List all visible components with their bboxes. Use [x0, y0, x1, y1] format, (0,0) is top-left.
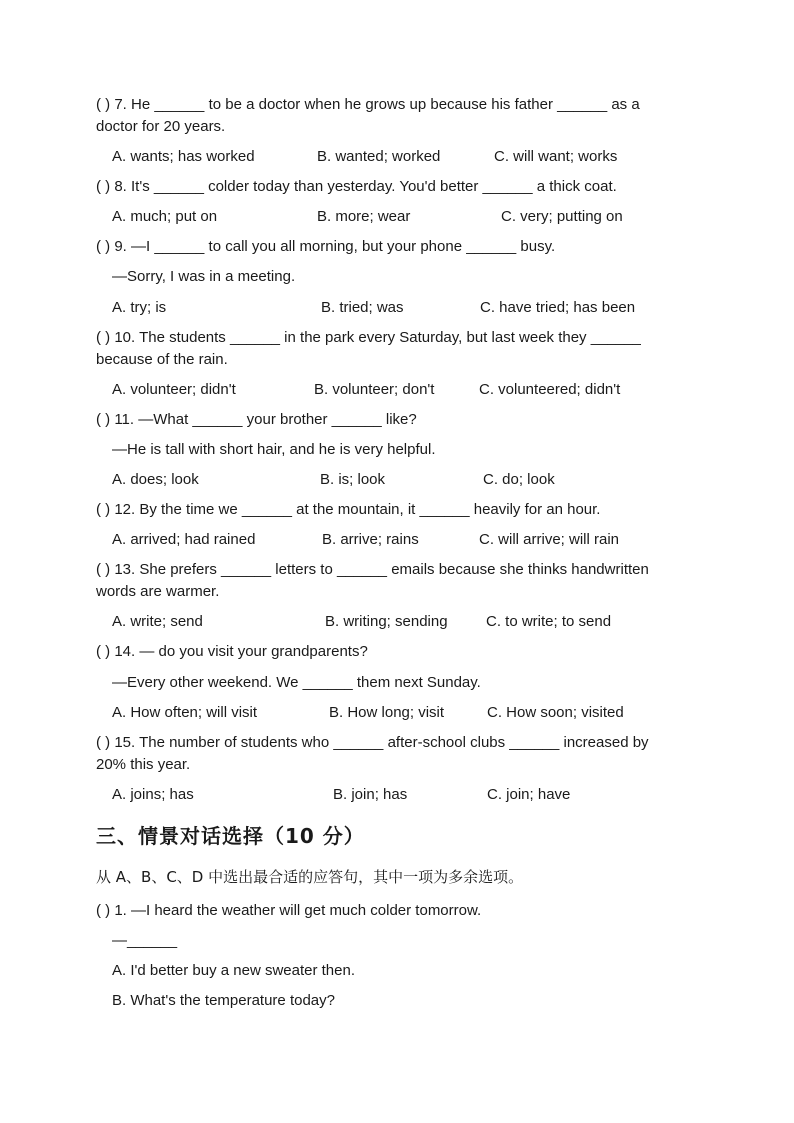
question-7-option-a: A. wants; has worked: [112, 148, 255, 165]
question-8-option-a: A. much; put on: [112, 208, 218, 225]
question-14-stem: ( ) 14. — do you visit your grandparents?: [96, 643, 368, 660]
question-9-option-a: A. try; is: [112, 299, 167, 316]
question-10-option-c: C. volunteered; didn't: [479, 381, 621, 398]
question-10-stem: [96, 327, 698, 371]
question-11-stem: ( ) 11. —What ______ your brother ______ like?: [96, 411, 417, 428]
question-13-option-c: C. to write; to send: [486, 613, 612, 630]
question-15-line2: 20% this year.: [96, 756, 191, 773]
question-10-line1: ( ) 10. The students ______ in the park every Saturday, but last week they ______: [96, 329, 641, 346]
question-13-stem: [96, 559, 698, 603]
question-7-option-b: B. wanted; worked: [317, 148, 441, 165]
question-9-reply: —Sorry, I was in a meeting.: [112, 268, 296, 285]
question-10-option-a: A. volunteer; didn't: [112, 381, 236, 398]
question-14-reply: —Every other weekend. We ______ them next Sunday.: [112, 674, 481, 691]
question-7-line1: ( ) 7. He ______ to be a doctor when he grows up because his father ______ as a: [96, 96, 640, 113]
dialogue-1-stem: ( ) 1. —I heard the weather will get much colder tomorrow.: [96, 902, 482, 919]
question-8-option-c: C. very; putting on: [501, 208, 623, 225]
section-3-instruction: 从 A、B、C、D 中选出最合适的应答句，其中一项为多余选项。: [96, 868, 524, 886]
question-7-stem: [96, 94, 698, 138]
question-15-option-c: C. join; have: [487, 786, 571, 803]
question-13-option-b: B. writing; sending: [325, 613, 448, 630]
question-13-line2: words are warmer.: [96, 583, 220, 600]
question-12-stem: ( ) 12. By the time we ______ at the mountain, it ______ heavily for an hour.: [96, 501, 601, 518]
question-10-line2: because of the rain.: [96, 351, 228, 368]
dialogue-option-b: B. What's the temperature today?: [112, 992, 335, 1009]
question-11-option-b: B. is; look: [320, 471, 386, 488]
question-7-line2: doctor for 20 years.: [96, 118, 226, 135]
question-14-option-a: A. How often; will visit: [112, 704, 258, 721]
question-9-option-c: C. have tried; has been: [480, 299, 636, 316]
question-8-option-b: B. more; wear: [317, 208, 411, 225]
question-14-option-b: B. How long; visit: [329, 704, 445, 721]
question-11-option-c: C. do; look: [483, 471, 555, 488]
question-13-line1: ( ) 13. She prefers ______ letters to ______ emails because she thinks handwritten: [96, 561, 649, 578]
question-12-option-a: A. arrived; had rained: [112, 531, 256, 548]
question-7-option-c: C. will want; works: [494, 148, 618, 165]
question-12-option-b: B. arrive; rains: [322, 531, 419, 548]
section-3-heading: 三、情景对话选择（10 分）: [96, 824, 365, 848]
question-11-option-a: A. does; look: [112, 471, 199, 488]
question-15-option-a: A. joins; has: [112, 786, 194, 803]
dialogue-1-blank: —______: [112, 932, 178, 949]
question-8-stem: ( ) 8. It's ______ colder today than yesterday. You'd better ______ a thick coat.: [96, 178, 617, 195]
question-14-option-c: C. How soon; visited: [487, 704, 624, 721]
question-13-option-a: A. write; send: [112, 613, 203, 630]
question-10-option-b: B. volunteer; don't: [314, 381, 435, 398]
dialogue-option-a: A. I'd better buy a new sweater then.: [112, 962, 356, 979]
question-12-option-c: C. will arrive; will rain: [479, 531, 620, 548]
question-15-stem: [96, 732, 698, 776]
question-15-option-b: B. join; has: [333, 786, 408, 803]
question-11-reply: —He is tall with short hair, and he is very helpful.: [112, 441, 436, 458]
question-9-stem: ( ) 9. —I ______ to call you all morning, but your phone ______ busy.: [96, 238, 556, 255]
question-9-option-b: B. tried; was: [321, 299, 404, 316]
question-15-line1: ( ) 15. The number of students who ______ after-school clubs ______ increased by: [96, 734, 649, 751]
